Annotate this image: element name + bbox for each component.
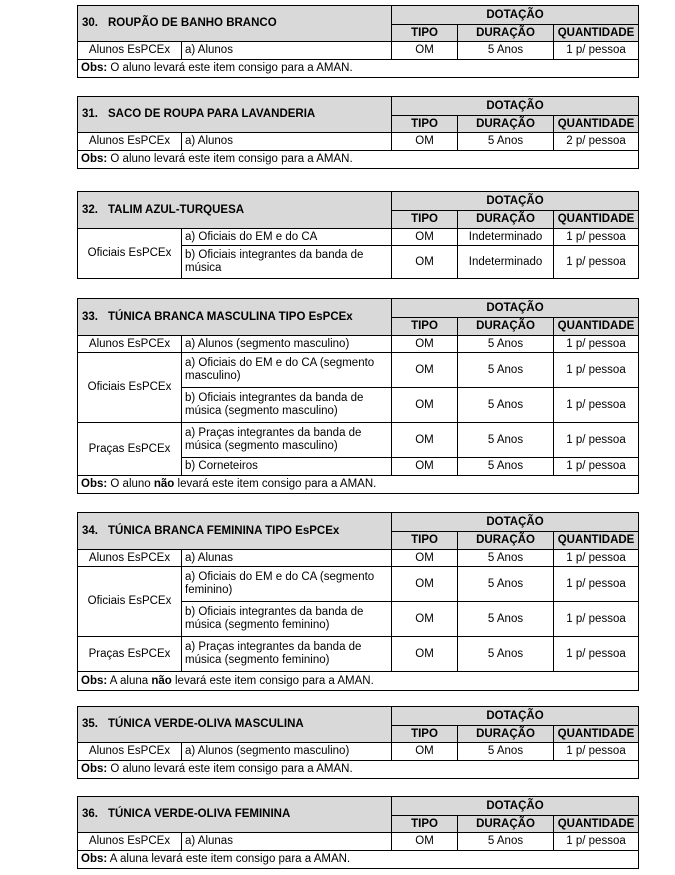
- group-cell: Oficiais EsPCEx: [78, 229, 182, 279]
- tipo-header: TIPO: [392, 532, 458, 550]
- duracao-cell: 5 Anos: [458, 458, 554, 476]
- obs-text-end: levará este item consigo para a AMAN.: [171, 674, 374, 687]
- item-number: 36.: [82, 808, 98, 820]
- item-table-35: [77, 706, 639, 779]
- obs-note: [78, 672, 639, 691]
- duracao-header: DURAÇÃO: [458, 116, 554, 133]
- item-title: [78, 513, 392, 550]
- obs-label: Obs:: [81, 62, 108, 74]
- group-cell: Alunos EsPCEx: [78, 550, 182, 567]
- quantidade-header: QUANTIDADE: [554, 726, 639, 743]
- group-cell: Praças EsPCEx: [78, 637, 182, 672]
- quantidade-cell: 1 p/ pessoa: [554, 833, 639, 851]
- quantidade-cell: 1 p/ pessoa: [554, 550, 639, 567]
- quantidade-cell: 1 p/ pessoa: [554, 743, 639, 761]
- tipo-header: TIPO: [392, 318, 458, 336]
- duracao-cell: 5 Anos: [458, 833, 554, 851]
- tipo-cell: OM: [392, 833, 458, 851]
- duracao-header: DURAÇÃO: [458, 211, 554, 229]
- item-table-36: [77, 796, 639, 869]
- item-name: TALIM AZUL-TURQUESA: [108, 203, 245, 216]
- item-number: 31.: [82, 108, 98, 120]
- dotacao-header: DOTAÇÃO: [392, 192, 639, 211]
- item-cell: a) Alunas: [182, 550, 392, 567]
- tipo-cell: OM: [392, 602, 458, 637]
- dotacao-header: DOTAÇÃO: [392, 299, 639, 318]
- item-cell: a) Praças integrantes da banda de música (segmento masculino): [182, 423, 392, 458]
- item-cell: a) Alunos: [182, 42, 392, 60]
- item-table-31: [77, 96, 639, 169]
- obs-text-end: levará este item consigo para a AMAN.: [174, 478, 377, 490]
- duracao-cell: 5 Anos: [458, 423, 554, 458]
- item-cell: a) Alunos (segmento masculino): [182, 336, 392, 353]
- item-title: [78, 707, 392, 743]
- table-row: [78, 133, 639, 151]
- tipo-header: TIPO: [392, 726, 458, 743]
- group-cell: Praças EsPCEx: [78, 423, 182, 476]
- quantidade-cell: 2 p/ pessoa: [554, 133, 639, 151]
- duracao-header: DURAÇÃO: [458, 318, 554, 336]
- table-row: [78, 637, 639, 672]
- obs-text: O aluno: [110, 478, 154, 490]
- quantidade-cell: 1 p/ pessoa: [554, 567, 639, 602]
- tipo-header: TIPO: [392, 116, 458, 133]
- item-table-34: [77, 512, 639, 691]
- quantidade-cell: 1 p/ pessoa: [554, 458, 639, 476]
- tipo-cell: OM: [392, 353, 458, 388]
- table-row: [78, 423, 639, 458]
- table-row: [78, 833, 639, 851]
- item-number: 33.: [82, 310, 98, 323]
- quantidade-cell: 1 p/ pessoa: [554, 423, 639, 458]
- quantidade-header: QUANTIDADE: [554, 211, 639, 229]
- item-cell: a) Alunos: [182, 133, 392, 151]
- quantidade-cell: 1 p/ pessoa: [554, 602, 639, 637]
- quantidade-cell: 1 p/ pessoa: [554, 637, 639, 672]
- tipo-cell: OM: [392, 388, 458, 423]
- duracao-cell: 5 Anos: [458, 637, 554, 672]
- quantidade-cell: 1 p/ pessoa: [554, 42, 639, 60]
- tipo-cell: OM: [392, 336, 458, 353]
- dotacao-header: DOTAÇÃO: [392, 6, 639, 25]
- obs-note: [78, 151, 639, 169]
- obs-emphasis: não: [153, 478, 175, 490]
- item-title: [78, 299, 392, 336]
- obs-text: A aluna levará este item consigo para a AMAN.: [109, 853, 351, 865]
- obs-note: [78, 851, 639, 869]
- duracao-cell: 5 Anos: [458, 550, 554, 567]
- item-name: TÚNICA VERDE-OLIVA FEMININA: [108, 808, 291, 820]
- group-cell: Oficiais EsPCEx: [78, 567, 182, 637]
- quantidade-cell: 1 p/ pessoa: [554, 246, 639, 279]
- group-cell: Alunos EsPCEx: [78, 42, 182, 60]
- quantidade-cell: 1 p/ pessoa: [554, 353, 639, 388]
- quantidade-header: QUANTIDADE: [554, 116, 639, 133]
- group-cell: Alunos EsPCEx: [78, 743, 182, 761]
- item-cell: b) Corneteiros: [182, 458, 392, 476]
- obs-note: [78, 60, 639, 78]
- item-name: TÚNICA VERDE-OLIVA MASCULINA: [108, 718, 304, 730]
- item-cell: a) Alunas: [182, 833, 392, 851]
- item-number: 35.: [82, 718, 98, 730]
- tipo-cell: OM: [392, 567, 458, 602]
- tipo-cell: OM: [392, 42, 458, 60]
- item-table-33: [77, 298, 639, 494]
- tipo-cell: OM: [392, 458, 458, 476]
- duracao-cell: 5 Anos: [458, 336, 554, 353]
- quantidade-cell: 1 p/ pessoa: [554, 229, 639, 246]
- item-number: 30.: [82, 17, 98, 29]
- group-cell: Oficiais EsPCEx: [78, 353, 182, 423]
- quantidade-cell: 1 p/ pessoa: [554, 388, 639, 423]
- obs-label: Obs:: [81, 478, 108, 490]
- duracao-cell: Indeterminado: [458, 229, 554, 246]
- item-cell: b) Oficiais integrantes da banda de música: [182, 246, 392, 279]
- tipo-cell: OM: [392, 743, 458, 761]
- item-title: [78, 797, 392, 833]
- item-number: 32.: [82, 203, 98, 216]
- group-cell: Alunos EsPCEx: [78, 833, 182, 851]
- item-cell: a) Praças integrantes da banda de música (segmento feminino): [182, 637, 392, 672]
- item-name: SACO DE ROUPA PARA LAVANDERIA: [108, 108, 316, 120]
- item-number: 34.: [82, 524, 98, 537]
- dotacao-header: DOTAÇÃO: [392, 707, 639, 726]
- group-cell: Alunos EsPCEx: [78, 133, 182, 151]
- dotacao-header: DOTAÇÃO: [392, 797, 639, 816]
- table-row: [78, 567, 639, 602]
- table-row: [78, 336, 639, 353]
- duracao-cell: 5 Anos: [458, 743, 554, 761]
- table-row: [78, 42, 639, 60]
- item-table-32: [77, 191, 639, 279]
- obs-label: Obs:: [81, 153, 108, 165]
- obs-text: O aluno levará este item consigo para a AMAN.: [110, 62, 353, 74]
- group-cell: Alunos EsPCEx: [78, 336, 182, 353]
- obs-label: Obs:: [81, 853, 108, 865]
- obs-emphasis: não: [151, 674, 172, 687]
- duracao-header: DURAÇÃO: [458, 532, 554, 550]
- obs-label: Obs:: [81, 674, 108, 687]
- item-cell: a) Oficiais do EM e do CA (segmento feminino): [182, 567, 392, 602]
- obs-text: A aluna: [109, 674, 152, 687]
- duracao-cell: 5 Anos: [458, 42, 554, 60]
- tipo-cell: OM: [392, 637, 458, 672]
- quantidade-cell: 1 p/ pessoa: [554, 336, 639, 353]
- item-title: [78, 192, 392, 229]
- duracao-header: DURAÇÃO: [458, 726, 554, 743]
- table-row: [78, 229, 639, 246]
- duracao-cell: 5 Anos: [458, 602, 554, 637]
- obs-note: [78, 761, 639, 779]
- duracao-header: DURAÇÃO: [458, 816, 554, 833]
- dotacao-header: DOTAÇÃO: [392, 97, 639, 116]
- duracao-cell: 5 Anos: [458, 388, 554, 423]
- quantidade-header: QUANTIDADE: [554, 25, 639, 42]
- table-row: [78, 550, 639, 567]
- duracao-cell: 5 Anos: [458, 133, 554, 151]
- duracao-cell: 5 Anos: [458, 353, 554, 388]
- quantidade-header: QUANTIDADE: [554, 532, 639, 550]
- tipo-header: TIPO: [392, 816, 458, 833]
- item-cell: b) Oficiais integrantes da banda de música (segmento masculino): [182, 388, 392, 423]
- item-cell: b) Oficiais integrantes da banda de música (segmento feminino): [182, 602, 392, 637]
- item-cell: a) Oficiais do EM e do CA (segmento masculino): [182, 353, 392, 388]
- item-name: TÚNICA BRANCA MASCULINA TIPO EsPCEx: [108, 310, 353, 323]
- item-title: [78, 6, 392, 42]
- tipo-header: TIPO: [392, 25, 458, 42]
- tipo-cell: OM: [392, 246, 458, 279]
- tipo-cell: OM: [392, 550, 458, 567]
- item-name: ROUPÃO DE BANHO BRANCO: [108, 17, 277, 29]
- quantidade-header: QUANTIDADE: [554, 816, 639, 833]
- tipo-header: TIPO: [392, 211, 458, 229]
- item-name: TÚNICA BRANCA FEMININA TIPO EsPCEx: [108, 524, 340, 537]
- duracao-cell: 5 Anos: [458, 567, 554, 602]
- obs-text: O aluno levará este item consigo para a AMAN.: [110, 153, 353, 165]
- obs-label: Obs:: [81, 763, 108, 775]
- table-row: [78, 743, 639, 761]
- obs-text: O aluno levará este item consigo para a AMAN.: [110, 763, 353, 775]
- quantidade-header: QUANTIDADE: [554, 318, 639, 336]
- table-row: [78, 353, 639, 388]
- dotacao-header: DOTAÇÃO: [392, 513, 639, 532]
- tipo-cell: OM: [392, 423, 458, 458]
- item-title: [78, 97, 392, 133]
- tipo-cell: OM: [392, 133, 458, 151]
- item-table-30: [77, 5, 639, 78]
- item-cell: a) Oficiais do EM e do CA: [182, 229, 392, 246]
- obs-note: [78, 476, 639, 494]
- duracao-cell: Indeterminado: [458, 246, 554, 279]
- item-cell: a) Alunos (segmento masculino): [182, 743, 392, 761]
- duracao-header: DURAÇÃO: [458, 25, 554, 42]
- tipo-cell: OM: [392, 229, 458, 246]
